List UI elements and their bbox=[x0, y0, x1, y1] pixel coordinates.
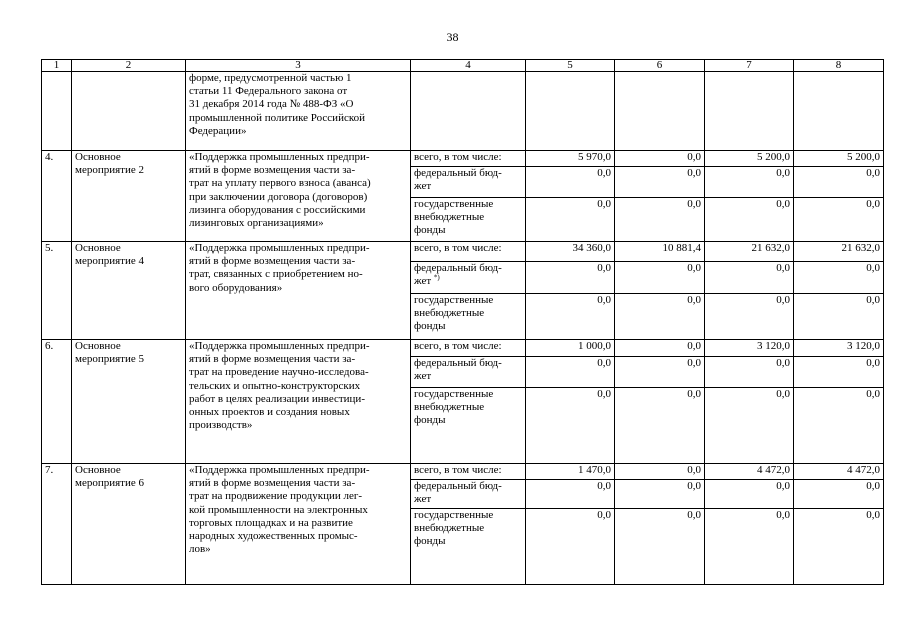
value-col-7: 0,0 bbox=[705, 167, 794, 198]
continuation-value-cell bbox=[526, 72, 615, 151]
funding-source bbox=[411, 167, 526, 198]
funding-source-label: государственные внебюджетные фонды bbox=[414, 509, 494, 548]
funding-source bbox=[411, 464, 526, 480]
col-header-1: 1 bbox=[42, 60, 72, 72]
value-col-7: 0,0 bbox=[705, 357, 794, 388]
value-col-5: 0,0 bbox=[526, 167, 615, 198]
measure-name: Основное мероприятие 4 bbox=[72, 242, 186, 340]
funding-source-label: федеральный бюд- жет bbox=[414, 167, 502, 193]
table-row bbox=[42, 242, 884, 262]
value-col-5: 0,0 bbox=[526, 294, 615, 340]
value-col-6: 0,0 bbox=[615, 198, 705, 242]
value-col-5: 5 970,0 bbox=[526, 151, 615, 167]
value-col-6: 0,0 bbox=[615, 357, 705, 388]
measure-name: Основное мероприятие 6 bbox=[72, 464, 186, 585]
value-col-8: 21 632,0 bbox=[794, 242, 884, 262]
funding-source-label: федеральный бюд- жет bbox=[414, 357, 502, 383]
continuation-name-cell bbox=[72, 72, 186, 151]
value-col-5: 0,0 bbox=[526, 509, 615, 585]
measure-description: «Поддержка промышленных предпри- ятий в форме возмещения части за- трат на проведение научно-исследова- тельских и опытно-конструкторских работ в целях реализации инвестици- онных проектов и создания новых производств» bbox=[186, 340, 411, 464]
value-col-5: 0,0 bbox=[526, 262, 615, 294]
value-col-5: 0,0 bbox=[526, 388, 615, 464]
funding-source bbox=[411, 509, 526, 585]
page-number: 38 bbox=[446, 30, 459, 44]
continuation-source-cell bbox=[411, 72, 526, 151]
funding-source bbox=[411, 340, 526, 357]
col-header-8: 8 bbox=[794, 60, 884, 72]
continuation-value-cell bbox=[794, 72, 884, 151]
value-col-8: 3 120,0 bbox=[794, 340, 884, 357]
value-col-6: 0,0 bbox=[615, 509, 705, 585]
continuation-value-cell bbox=[615, 72, 705, 151]
value-col-6: 0,0 bbox=[615, 167, 705, 198]
value-col-5: 1 000,0 bbox=[526, 340, 615, 357]
value-col-7: 0,0 bbox=[705, 262, 794, 294]
value-col-6: 0,0 bbox=[615, 464, 705, 480]
measure-name: Основное мероприятие 5 bbox=[72, 340, 186, 464]
value-col-8: 0,0 bbox=[794, 480, 884, 509]
value-col-8: 5 200,0 bbox=[794, 151, 884, 167]
col-header-2: 2 bbox=[72, 60, 186, 72]
funding-source-label: всего, в том числе: bbox=[414, 151, 502, 163]
value-col-7: 21 632,0 bbox=[705, 242, 794, 262]
value-col-5: 0,0 bbox=[526, 480, 615, 509]
funding-source bbox=[411, 480, 526, 509]
measure-description: «Поддержка промышленных предпри- ятий в форме возмещения части за- трат на уплату первого взноса (аванса) при заключении договора (договоров) лизинга оборудования с российскими лизинговых организациями» bbox=[186, 151, 411, 242]
value-col-5: 1 470,0 bbox=[526, 464, 615, 480]
funding-source bbox=[411, 242, 526, 262]
value-col-8: 0,0 bbox=[794, 167, 884, 198]
row-number: 4. bbox=[42, 151, 72, 242]
value-col-7: 0,0 bbox=[705, 480, 794, 509]
value-col-6: 10 881,4 bbox=[615, 242, 705, 262]
value-col-8: 0,0 bbox=[794, 357, 884, 388]
value-col-7: 5 200,0 bbox=[705, 151, 794, 167]
row-number: 7. bbox=[42, 464, 72, 585]
value-col-8: 0,0 bbox=[794, 388, 884, 464]
funding-source-label: всего, в том числе: bbox=[414, 340, 502, 352]
header-row bbox=[42, 60, 884, 72]
value-col-5: 34 360,0 bbox=[526, 242, 615, 262]
value-col-7: 0,0 bbox=[705, 294, 794, 340]
value-col-7: 3 120,0 bbox=[705, 340, 794, 357]
value-col-7: 4 472,0 bbox=[705, 464, 794, 480]
continuation-text: форме, предусмотренной частью 1 статьи 11 Федерального закона от 31 декабря 2014 года № 488-ФЗ «О промышленной политике Российской Федерации» bbox=[186, 72, 411, 151]
value-col-8: 0,0 bbox=[794, 509, 884, 585]
measure-description: «Поддержка промышленных предпри- ятий в форме возмещения части за- трат на продвижение продукции лег- кой промышленности на электронных торговых площадках и на развитие народных художественных промыс- лов» bbox=[186, 464, 411, 585]
row-number: 6. bbox=[42, 340, 72, 464]
col-header-5: 5 bbox=[526, 60, 615, 72]
table-row bbox=[42, 340, 884, 357]
funding-source-label: государственные внебюджетные фонды bbox=[414, 294, 494, 333]
funding-source bbox=[411, 151, 526, 167]
value-col-6: 0,0 bbox=[615, 480, 705, 509]
value-col-6: 0,0 bbox=[615, 340, 705, 357]
funding-source bbox=[411, 357, 526, 388]
funding-source-label: всего, в том числе: bbox=[414, 242, 502, 254]
value-col-7: 0,0 bbox=[705, 198, 794, 242]
program-table bbox=[41, 59, 884, 585]
continuation-row bbox=[42, 72, 884, 151]
footnote-marker: *) bbox=[433, 273, 440, 282]
funding-source bbox=[411, 388, 526, 464]
value-col-8: 0,0 bbox=[794, 198, 884, 242]
col-header-4: 4 bbox=[411, 60, 526, 72]
value-col-8: 0,0 bbox=[794, 262, 884, 294]
value-col-5: 0,0 bbox=[526, 357, 615, 388]
value-col-8: 4 472,0 bbox=[794, 464, 884, 480]
continuation-num-cell bbox=[42, 72, 72, 151]
value-col-6: 0,0 bbox=[615, 388, 705, 464]
value-col-8: 0,0 bbox=[794, 294, 884, 340]
funding-source bbox=[411, 294, 526, 340]
table-row bbox=[42, 151, 884, 167]
funding-source-label: федеральный бюд- жет bbox=[414, 262, 502, 288]
funding-source-label: федеральный бюд- жет bbox=[414, 480, 502, 506]
value-col-6: 0,0 bbox=[615, 294, 705, 340]
measure-name: Основное мероприятие 2 bbox=[72, 151, 186, 242]
funding-source bbox=[411, 198, 526, 242]
value-col-7: 0,0 bbox=[705, 509, 794, 585]
funding-source-label: государственные внебюджетные фонды bbox=[414, 388, 494, 427]
row-number: 5. bbox=[42, 242, 72, 340]
value-col-5: 0,0 bbox=[526, 198, 615, 242]
funding-source-label: государственные внебюджетные фонды bbox=[414, 198, 494, 237]
funding-source-label: всего, в том числе: bbox=[414, 464, 502, 476]
measure-description: «Поддержка промышленных предпри- ятий в форме возмещения части за- трат, связанных с приобретением но- вого оборудования» bbox=[186, 242, 411, 340]
table-row bbox=[42, 464, 884, 480]
col-header-6: 6 bbox=[615, 60, 705, 72]
value-col-6: 0,0 bbox=[615, 151, 705, 167]
col-header-3: 3 bbox=[186, 60, 411, 72]
continuation-value-cell bbox=[705, 72, 794, 151]
funding-source bbox=[411, 262, 526, 294]
col-header-7: 7 bbox=[705, 60, 794, 72]
value-col-6: 0,0 bbox=[615, 262, 705, 294]
value-col-7: 0,0 bbox=[705, 388, 794, 464]
